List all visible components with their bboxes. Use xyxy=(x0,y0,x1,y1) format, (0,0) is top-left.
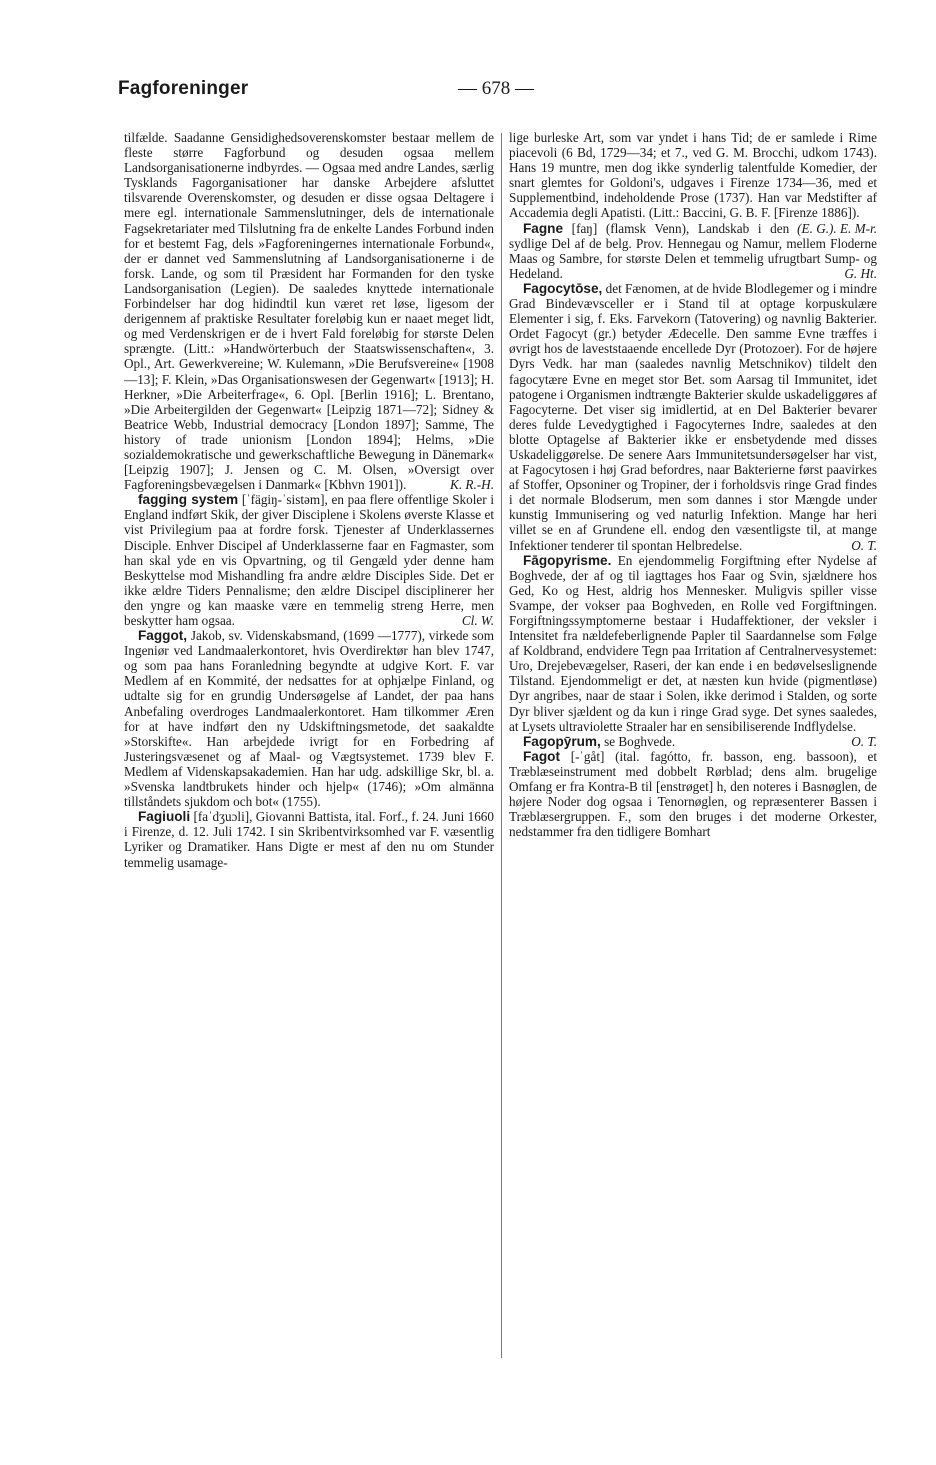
entry-text: Jakob, sv. Videnskabsmand, (1699 —1777), virkede som Ingeniør ved Landmaalerkontoret, hvis Overdirektør han blev 1747, og som paa hans Foranledning begyndte at udgive Kort. F. var Medlem af en Kommité, der nedsattes for at ophjælpe Finland, og udtalte sig for en grundig Undersøgelse af Landet, der paa hans Anbefaling overdroges Landmaalerkontoret. Ham tilkommer Æren for at have indført den ny Udskiftningsmetode, det saakaldte »Storskifte«. Han arbejdede ivrigt for en Forbedring af Justeringsvæsenet og af Maal- og Vægtsystemet. 1739 blev F. Medlem af Videnskapsakademien. Han har udg. adskillige Skr, bl. a. »Svenska landtbrukets hinder och hjelp« (1746); »Om almänna tillståndets sjukdom och bot« (1755). xyxy=(124,628,494,810)
entry-text: tilfælde. Saadanne Gensidighedsoverenskomster bestaar mellem de fleste større Fagforbund og desuden ogsaa mellem Landsorganisationerne indbyrdes. — Ogsaa med andre Landes, særlig Tysklands Fagorganisationer har danske Arbejdere afsluttet tilsvarende Overenskomster, og desuden er disse ogsaa Deltagere i mere egl. internationale Sammenslutninger, dels de internationale Fagsekretariater med Tilslutning fra de enkelte Landes Forbund inden for et bestemt Fag, dels »Fagforeningernes internationale Forbund«, der er dannet ved Sammenslutning af Landsorganisationerne i de forsk. Lande, og som til Præsident har Formanden for den tyske Landsorganisation (Legien). De saaledes knyttede internationale Forbindelser har dog hidindtil kun været ret løse, ligesom der derigennem af praktiske Resultater foreløbig kun er naaet meget lidt, og med Verdenskrigen er de i hvert Fald foreløbig for største Delen sprængte. (Litt.: »Handwörterbuch der Staatswissenschaften«, 3. Opl., Art. Gewerkvereine; W. Kulemann, »Die Berufsvereine« [1908—13]; F. Klein, »Das Organisationswesen der Gegenwart« [1913]; H. Herkner, »Die Arbeiterfrage«, 6. Opl. [Berlin 1916]; L. Brentano, »Die Arbeitergilden der Gegenwart« [Leipzig 1871—72]; Sidney & Beatrice Webb, Industrial democracy [London 1897]; Samme, The history of trade unionism [London 1894]; Helms, »Die sozialdemokratische und gewerkschaftliche Bewegung in Dänemark« [Leipzig 1907]; J. Jensen og C. M. Olsen, »Oversigt over Fagforeningsbevægelsen i Danmark« [Kbhvn 1901]). xyxy=(124,130,495,493)
entry-headword: Fagopȳrum, xyxy=(523,733,601,749)
author-signature: Cl. W. xyxy=(461,613,494,628)
entry-text: [-ˈgåt] (ital. fagótto, fr. basson, eng. bassoon), et Træblæseinstrument med dobbelt Rørblad; dens alm. brugelige Omfang er fra Kontra-B til [enstrøget] h, den noteres i Basnøglen, de højere Noder dog ogsaa i Tenornøglen, og repræsenterer Bassen i Træblæsergruppen. F., som den bruges i det moderne Orkester, nedstammer fra den tidligere Bomhart xyxy=(509,748,878,840)
entry-headword: Faggot, xyxy=(138,628,188,644)
right-column xyxy=(509,130,877,839)
entry-text: det Fænomen, at de hvide Blodlegemer og i mindre Grad Bindevævsceller er i Stand til at optage korpuskulære Elementer i sig, f. Eks. Farvekorn (Tatovering) og navnlig Bakterier. Ordet Fagocyt (gr.) betyder Ædecelle. Den samme Evne træffes i øvrigt hos de laveststaaende encellede Dyr (Protozoer). For de højere Dyrs Vedk. har man (saaledes navnlig Metschnikov) tildelt den fagocytære Evne en meget stor Bet. som Aarsag til Immunitet, idet patogene i Organismen indtrængte Bakterier skulde uskadeliggøres af Fagocyterne. Det viser sig imidlertid, at en Del Bakterier bevarer deres fulde Levedygtighed i Fagocyternes Indre, saaledes at den blotte Optagelse af Bakterier ikke er ensbetydende med disses Uskadeliggørelse. De senere Aars Immunitetsundersøgelser har vist, at Fagocytosen i høj Grad befordres, naar Bakterierne først paavirkes af Stoffer, Opsoniner og Tropiner, der i forholdsvis ringe Grad findes i det normale Blodserum, men som dannes i stor Mængde under kunstig Immunisering og ved naturlig Infektion. Mange har heri villet se en af Grundene ell. endog den væsentligste til, at mange Infektioner tenderer til spontan Helbredelse. xyxy=(509,280,878,553)
entry-text: [faŋ] (flamsk Venn), Landskab i den sydlige Del af de belg. Prov. Hennegau og Namur, mellem Floderne Maas og Sambre, for største Delen et temmelig ufrugtbart Sump- og Hedeland. xyxy=(509,220,877,281)
running-head-title: Fagforeninger xyxy=(118,78,249,99)
entry-text: lige burleske Art, som var yndet i hans Tid; de er samlede i Rime piacevoli (6 Bd, 1729—34; et 7., ved G. M. Brocchi, udkom 1743). Hans 19 muntre, men dog ikke synderlig talentfulde Komedier, der snart glemtes for Goldoni's, udgaves i Firenze 1734—36, med et Supplementbind, indeholdende Prose (1737). Han var Medstifter af Accademia degli Apatisti. (Litt.: Baccini, G. B. F. [Firenze 1886]). xyxy=(509,130,877,221)
entry-headword: fagging system xyxy=(138,492,239,508)
column-divider xyxy=(501,133,502,1358)
author-signature: K. R.-H. xyxy=(450,477,494,493)
entry-paragraph xyxy=(509,749,877,840)
entry-paragraph xyxy=(509,281,877,553)
entry-headword: Fagocytōse, xyxy=(523,280,603,296)
entry-headword: Fagot xyxy=(523,748,560,764)
page-header xyxy=(118,78,888,104)
entry-paragraph xyxy=(509,734,877,749)
entry-text: [ˈfägiŋ-ˈsistəm], en paa flere offentlige Skoler i England indført Skik, der giver Disciplene i Skolens øverste Klasse et vist Privilegium paa at fordre forsk. Tjenester af Underklassernes Disciple. Enhver Discipel af Underklasserne faar en Fagmaster, som han skal yde en vis Opvartning, og til Gengæld yder denne ham Beskyttelse mod Mishandling fra andre ældre Disciples Side. Det er ikke ældre Tiders Pennalisme; den ældre Discipel disciplinerer her den yngre og kan maaske være en temmelig streng Herre, men beskytter ham ogsaa. xyxy=(124,492,494,628)
entry-text: [faˈdʒuɔli], Giovanni Battista, ital. Forf., f. 24. Juni 1660 i Firenze, d. 12. Juli 1742. I sin Skribentvirksomhed var F. væsentlig Lyriker og Dramatiker. Hans Digte er mest af den nu om Stunder temmelig usamage- xyxy=(124,809,494,870)
page-number: — 678 — xyxy=(458,78,534,99)
entry-headword: Fagiuoli xyxy=(138,809,191,825)
entry-headword: Fagne xyxy=(523,220,564,236)
author-signature: G. Ht. xyxy=(844,265,877,281)
entry-text: En ejendommelig Forgiftning efter Nydelse af Boghvede, der af og til iagttages hos Faar og Svin, sjældnere hos Ged, Ko og Hest, aldrig hos Mennesker. Muligvis spiller visse Svampe, der vokser paa Boghveden, en Rolle ved Forgiftningen. Forgiftningssymptomerne bestaar i Hudaffektioner, der veksler i Intensitet fra nældefeberlignende Papler til Saardannelse som Følge af Koldbrand, endvidere Tegn paa Irritation af Centralnervesystemet: Uro, Drejebevægelser, Raseri, der kan ende i en bedøvelseslignende Tilstand. Ejendommeligt er det, at næsten kun hvide (pigmentløse) Dyr angribes, naar de staar i Solen, ikke derimod i Stalden, og sorte Dyr bliver sjældent og da kun i ringe Grad syge. Det synes saaledes, at Lysets ultraviolette Straaler har en sensibiliserende Indflydelse. xyxy=(509,552,877,734)
author-signature: (E. G.). E. M-r. xyxy=(797,220,877,236)
entry-paragraph xyxy=(124,628,494,809)
entry-paragraph xyxy=(124,130,494,492)
entry-headword: Fāgopyrisme. xyxy=(523,552,612,568)
entry-text: se Boghvede. xyxy=(604,733,676,749)
entry-paragraph xyxy=(124,809,494,869)
author-signature: O. T. xyxy=(851,537,877,553)
left-column xyxy=(124,130,494,870)
entry-paragraph xyxy=(124,492,494,628)
author-signature: O. T. xyxy=(851,733,877,749)
